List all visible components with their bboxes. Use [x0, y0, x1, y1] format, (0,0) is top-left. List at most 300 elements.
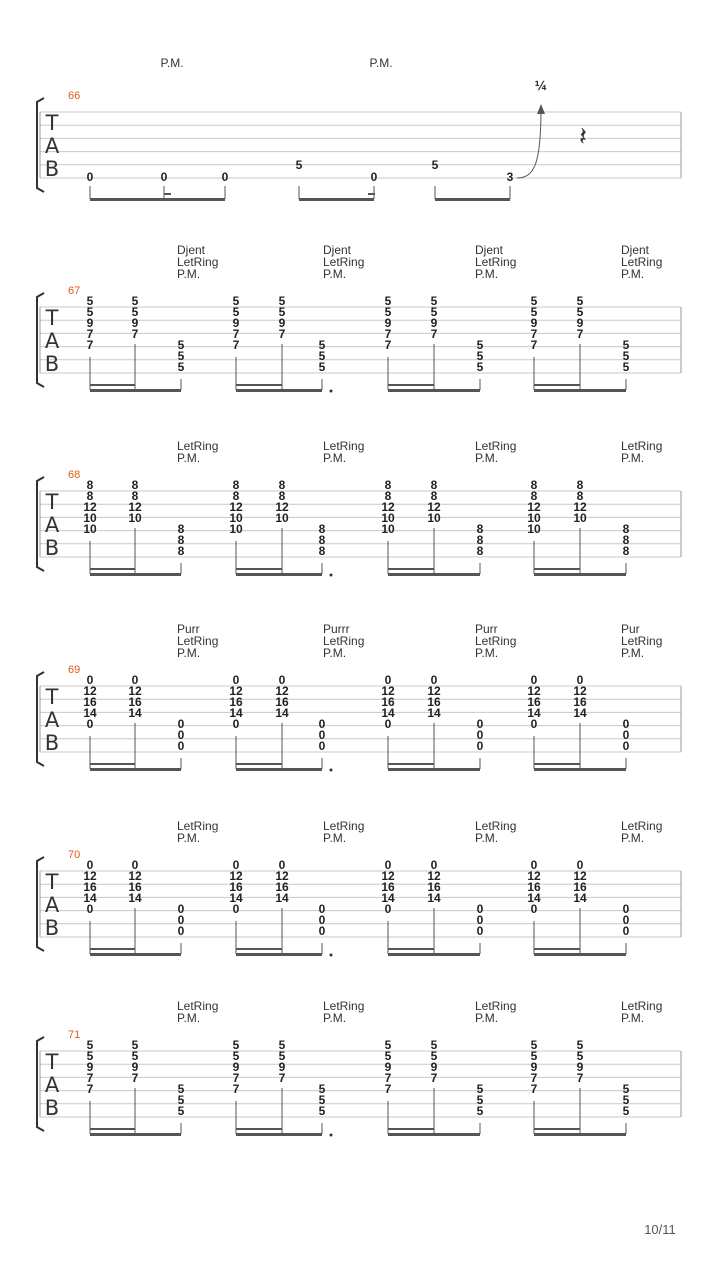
fret-number: 8 [318, 533, 326, 547]
annotation-palm-mute: P.M. [621, 1011, 645, 1025]
annotation-palm-mute: P.M. [475, 831, 499, 845]
fret-number: 5 [318, 360, 326, 374]
tab-clef-letter: T [45, 870, 59, 894]
annotation-palm-mute: P.M. [475, 451, 499, 465]
bend-arrow-icon [537, 104, 545, 114]
note-beam [388, 763, 434, 765]
fret-number: 12 [427, 684, 441, 698]
fret-number: 5 [576, 294, 584, 308]
fret-number: 0 [177, 913, 185, 927]
fret-number: 8 [622, 522, 630, 536]
fret-number: 8 [318, 522, 326, 536]
note-beam [236, 768, 322, 771]
note-beam [435, 198, 510, 201]
fret-number: 9 [131, 1060, 139, 1074]
dotted-note-icon [330, 769, 333, 772]
fret-number: 0 [318, 913, 326, 927]
tab-clef-letter: T [45, 111, 59, 135]
annotation-palm-mute: P.M. [177, 267, 201, 281]
fret-number: 9 [232, 316, 240, 330]
fret-number: 5 [86, 1038, 94, 1052]
fret-number: 5 [384, 1049, 392, 1063]
fret-number: 16 [527, 695, 541, 709]
fret-number: 14 [573, 891, 587, 905]
annotation-palm-mute: P.M. [621, 646, 645, 660]
fret-number: 0 [384, 717, 392, 731]
fret-number: 3 [506, 170, 514, 184]
fret-number: 0 [476, 739, 484, 753]
fret-number: 7 [131, 1071, 139, 1085]
note-beam [388, 1133, 480, 1136]
annotation-letring: LetRing [323, 999, 365, 1013]
fret-number: 7 [232, 338, 240, 352]
fret-number: 12 [381, 869, 395, 883]
tab-clef-letter: B [44, 1096, 60, 1120]
fret-number: 8 [278, 489, 286, 503]
note-beam [90, 953, 181, 956]
annotation-palm-mute: P.M. [475, 646, 499, 660]
note-beam [90, 763, 135, 765]
fret-number: 14 [527, 891, 541, 905]
note-beam [236, 953, 322, 956]
fret-number: 8 [86, 478, 94, 492]
fret-number: 5 [576, 305, 584, 319]
tab-clef-letter: B [44, 157, 60, 181]
fret-number: 12 [229, 684, 243, 698]
fret-number: 5 [86, 294, 94, 308]
fret-number: 5 [476, 360, 484, 374]
fret-number: 0 [622, 902, 630, 916]
annotation-letring: LetRing [177, 819, 219, 833]
tab-clef-letter: T [45, 685, 59, 709]
fret-number: 5 [431, 158, 439, 172]
fret-number: 9 [278, 316, 286, 330]
annotation-letring: LetRing [177, 439, 219, 453]
fret-number: 16 [128, 695, 142, 709]
fret-number: 7 [576, 1071, 584, 1085]
annotation-palm-mute: P.M. [323, 1011, 347, 1025]
fret-number: 12 [381, 500, 395, 514]
fret-number: 5 [622, 1082, 630, 1096]
fret-number: 0 [476, 717, 484, 731]
fret-number: 8 [622, 533, 630, 547]
fret-number: 7 [576, 327, 584, 341]
fret-number: 5 [430, 1049, 438, 1063]
annotation-djent: Djent [177, 243, 206, 257]
measure-number: 70 [68, 849, 81, 861]
fret-number: 5 [530, 294, 538, 308]
fret-number: 0 [430, 858, 438, 872]
fret-number: 5 [384, 305, 392, 319]
annotation-palm-mute: P.M. [369, 56, 393, 70]
fret-number: 5 [318, 1082, 326, 1096]
fret-number: 7 [530, 1071, 538, 1085]
fret-number: 10 [527, 522, 541, 536]
fret-number: 16 [128, 880, 142, 894]
fret-number: 0 [131, 858, 139, 872]
fret-number: 12 [381, 684, 395, 698]
fret-number: 5 [177, 360, 185, 374]
fret-number: 5 [430, 294, 438, 308]
annotation-palm-mute: P.M. [621, 831, 645, 845]
fret-number: 7 [430, 327, 438, 341]
fret-number: 5 [318, 349, 326, 363]
note-beam [534, 948, 580, 950]
note-beam [236, 384, 282, 386]
fret-number: 0 [476, 913, 484, 927]
tab-clef-letter: T [45, 306, 59, 330]
fret-number: 14 [527, 706, 541, 720]
fret-number: 5 [576, 1049, 584, 1063]
fret-number: 12 [128, 869, 142, 883]
note-beam [90, 768, 181, 771]
fret-number: 12 [83, 500, 97, 514]
bend-amount: ¼ [534, 79, 548, 93]
fret-number: 7 [232, 327, 240, 341]
note-beam [90, 573, 181, 576]
note-beam [388, 953, 480, 956]
fret-number: 8 [576, 489, 584, 503]
fret-number: 0 [430, 673, 438, 687]
fret-number: 0 [177, 739, 185, 753]
dotted-note-icon [330, 574, 333, 577]
fret-number: 5 [177, 1082, 185, 1096]
fret-number: 9 [232, 1060, 240, 1074]
fret-number: 16 [83, 695, 97, 709]
fret-number: 9 [278, 1060, 286, 1074]
fret-number: 7 [232, 1071, 240, 1085]
annotation-letring: LetRing [475, 439, 517, 453]
fret-number: 14 [381, 706, 395, 720]
fret-number: 0 [622, 913, 630, 927]
annotation-letring: LetRing [475, 819, 517, 833]
fret-number: 5 [318, 1104, 326, 1118]
tab-system [37, 622, 681, 772]
dotted-note-icon [330, 1134, 333, 1137]
fret-number: 12 [275, 500, 289, 514]
fret-number: 9 [530, 316, 538, 330]
note-beam [388, 384, 434, 386]
fret-number: 12 [229, 500, 243, 514]
annotation-letring: LetRing [621, 634, 663, 648]
note-beam [388, 389, 480, 392]
annotation-djent: Djent [621, 243, 650, 257]
note-beam [236, 1128, 282, 1130]
fret-number: 7 [384, 338, 392, 352]
fret-number: 5 [430, 305, 438, 319]
measure-number: 71 [68, 1029, 81, 1041]
fret-number: 0 [177, 924, 185, 938]
fret-number: 8 [278, 478, 286, 492]
fret-number: 7 [530, 1082, 538, 1096]
fret-number: 7 [530, 327, 538, 341]
tab-clef-letter: A [44, 134, 60, 158]
fret-number: 16 [573, 695, 587, 709]
fret-number: 12 [229, 869, 243, 883]
fret-number: 16 [527, 880, 541, 894]
fret-number: 12 [128, 684, 142, 698]
fret-number: 14 [381, 891, 395, 905]
fret-number: 8 [622, 544, 630, 558]
annotation-letring: LetRing [621, 819, 663, 833]
fret-number: 0 [86, 673, 94, 687]
fret-number: 0 [530, 673, 538, 687]
fret-number: 0 [232, 717, 240, 731]
fret-number: 0 [576, 858, 584, 872]
fret-number: 9 [86, 316, 94, 330]
tab-clef-letter: T [45, 1050, 59, 1074]
fret-number: 5 [622, 1104, 630, 1118]
fret-number: 5 [476, 1082, 484, 1096]
tab-clef-letter: B [44, 731, 60, 755]
fret-number: 8 [177, 544, 185, 558]
annotation-djent: Djent [475, 243, 504, 257]
fret-number: 12 [527, 869, 541, 883]
fret-number: 10 [83, 511, 97, 525]
fret-number: 0 [318, 728, 326, 742]
note-beam [534, 953, 626, 956]
tab-clef-letter: A [44, 513, 60, 537]
page-number: 10/11 [644, 1222, 676, 1237]
fret-number: 0 [278, 858, 286, 872]
fret-number: 16 [229, 695, 243, 709]
fret-number: 5 [232, 294, 240, 308]
fret-number: 5 [622, 349, 630, 363]
annotation-palm-mute: P.M. [475, 1011, 499, 1025]
fret-number: 0 [86, 902, 94, 916]
fret-number: 5 [430, 1038, 438, 1052]
fret-number: 5 [576, 1038, 584, 1052]
fret-number: 5 [476, 1104, 484, 1118]
fret-number: 5 [278, 294, 286, 308]
fret-number: 7 [86, 1082, 94, 1096]
fret-number: 10 [427, 511, 441, 525]
fret-number: 7 [384, 327, 392, 341]
fret-number: 12 [573, 869, 587, 883]
fret-number: 16 [381, 880, 395, 894]
fret-number: 14 [427, 891, 441, 905]
note-beam [534, 1133, 626, 1136]
fret-number: 5 [530, 1049, 538, 1063]
fret-number: 5 [177, 1104, 185, 1118]
fret-number: 9 [430, 316, 438, 330]
note-beam [236, 568, 282, 570]
note-beam [534, 573, 626, 576]
annotation-letring: LetRing [621, 439, 663, 453]
fret-number: 12 [275, 869, 289, 883]
fret-number: 7 [384, 1082, 392, 1096]
fret-number: 0 [622, 728, 630, 742]
note-beam [236, 1133, 322, 1136]
annotation-letring: LetRing [621, 999, 663, 1013]
fret-number: 14 [128, 706, 142, 720]
annotation-letring: LetRing [323, 819, 365, 833]
note-beam [90, 1128, 135, 1130]
fret-number: 14 [275, 706, 289, 720]
fret-number: 5 [295, 158, 303, 172]
fret-number: 0 [232, 902, 240, 916]
fret-number: 0 [384, 858, 392, 872]
tab-clef-letter: A [44, 708, 60, 732]
fret-number: 5 [384, 294, 392, 308]
fret-number: 16 [83, 880, 97, 894]
fret-number: 7 [384, 1071, 392, 1085]
note-beam [164, 193, 171, 195]
fret-number: 5 [232, 305, 240, 319]
annotation-letring: LetRing [475, 255, 517, 269]
fret-number: 14 [83, 706, 97, 720]
note-beam [534, 1128, 580, 1130]
note-beam [90, 389, 181, 392]
fret-number: 5 [476, 1093, 484, 1107]
fret-number: 10 [573, 511, 587, 525]
fret-number: 10 [128, 511, 142, 525]
tab-clef-letter: B [44, 352, 60, 376]
fret-number: 10 [229, 511, 243, 525]
fret-number: 12 [527, 684, 541, 698]
annotation-palm-mute: P.M. [323, 646, 347, 660]
note-beam [90, 948, 135, 950]
fret-number: 7 [86, 338, 94, 352]
fret-number: 0 [476, 728, 484, 742]
fret-number: 0 [232, 673, 240, 687]
dotted-note-icon [330, 954, 333, 957]
fret-number: 0 [576, 673, 584, 687]
fret-number: 0 [318, 739, 326, 753]
fret-number: 12 [83, 869, 97, 883]
fret-number: 5 [177, 1093, 185, 1107]
fret-number: 14 [427, 706, 441, 720]
measure-number: 66 [68, 90, 81, 102]
fret-number: 12 [427, 500, 441, 514]
fret-number: 0 [384, 673, 392, 687]
annotation-letring: LetRing [475, 999, 517, 1013]
annotation-palm-mute: P.M. [621, 267, 645, 281]
fret-number: 10 [229, 522, 243, 536]
fret-number: 10 [83, 522, 97, 536]
measure-number: 69 [68, 664, 81, 676]
note-beam [236, 573, 322, 576]
fret-number: 0 [86, 717, 94, 731]
fret-number: 7 [86, 327, 94, 341]
fret-number: 5 [318, 338, 326, 352]
fret-number: 0 [86, 858, 94, 872]
fret-number: 5 [318, 1093, 326, 1107]
fret-number: 9 [576, 316, 584, 330]
fret-number: 7 [278, 327, 286, 341]
fret-number: 14 [229, 891, 243, 905]
fret-number: 14 [573, 706, 587, 720]
note-beam [388, 1128, 434, 1130]
fret-number: 16 [573, 880, 587, 894]
fret-number: 8 [86, 489, 94, 503]
fret-number: 5 [177, 338, 185, 352]
fret-number: 5 [131, 305, 139, 319]
tab-system [37, 819, 681, 957]
fret-number: 8 [318, 544, 326, 558]
fret-number: 5 [622, 338, 630, 352]
fret-number: 12 [427, 869, 441, 883]
fret-number: 10 [381, 522, 395, 536]
fret-number: 8 [476, 544, 484, 558]
fret-number: 0 [370, 170, 378, 184]
note-beam [534, 768, 626, 771]
note-beam [236, 763, 282, 765]
note-beam [90, 384, 135, 386]
fret-number: 14 [275, 891, 289, 905]
fret-number: 5 [131, 294, 139, 308]
dotted-note-icon [330, 390, 333, 393]
measure-number: 67 [68, 285, 81, 297]
note-beam [388, 568, 434, 570]
annotation-letring: LetRing [177, 255, 219, 269]
fret-number: 7 [430, 1071, 438, 1085]
fret-number: 9 [576, 1060, 584, 1074]
tab-system [37, 56, 681, 201]
fret-number: 9 [384, 316, 392, 330]
fret-number: 7 [278, 1071, 286, 1085]
fret-number: 16 [427, 880, 441, 894]
note-beam [90, 198, 225, 201]
tab-clef-letter: A [44, 893, 60, 917]
fret-number: 5 [622, 360, 630, 374]
fret-number: 8 [476, 522, 484, 536]
note-beam [368, 193, 375, 195]
annotation-palm-mute: P.M. [177, 646, 201, 660]
fret-number: 12 [527, 500, 541, 514]
tab-system [37, 999, 681, 1137]
fret-number: 10 [275, 511, 289, 525]
fret-number: 8 [232, 489, 240, 503]
note-beam [388, 768, 480, 771]
fret-number: 8 [232, 478, 240, 492]
note-beam [299, 198, 374, 201]
fret-number: 8 [131, 478, 139, 492]
annotation-purrr: Purrr [323, 622, 350, 636]
fret-number: 0 [622, 717, 630, 731]
fret-number: 0 [131, 673, 139, 687]
quarter-rest-icon: 𝄽 [579, 122, 587, 152]
annotation-letring: LetRing [475, 634, 517, 648]
fret-number: 5 [384, 1038, 392, 1052]
fret-number: 7 [131, 327, 139, 341]
fret-number: 5 [530, 305, 538, 319]
annotation-palm-mute: P.M. [177, 451, 201, 465]
fret-number: 5 [278, 305, 286, 319]
fret-number: 8 [430, 478, 438, 492]
fret-number: 7 [232, 1082, 240, 1096]
fret-number: 8 [530, 478, 538, 492]
annotation-palm-mute: P.M. [475, 267, 499, 281]
fret-number: 14 [128, 891, 142, 905]
fret-number: 0 [177, 728, 185, 742]
fret-number: 10 [527, 511, 541, 525]
fret-number: 16 [427, 695, 441, 709]
note-beam [388, 573, 480, 576]
note-beam [534, 384, 580, 386]
annotation-purr: Purr [177, 622, 200, 636]
fret-number: 0 [476, 924, 484, 938]
annotation-djent: Djent [323, 243, 352, 257]
fret-number: 14 [229, 706, 243, 720]
tab-clef-letter: T [45, 490, 59, 514]
note-beam [534, 763, 580, 765]
tab-clef-letter: A [44, 329, 60, 353]
fret-number: 5 [622, 1093, 630, 1107]
fret-number: 8 [476, 533, 484, 547]
fret-number: 0 [622, 924, 630, 938]
fret-number: 5 [177, 349, 185, 363]
